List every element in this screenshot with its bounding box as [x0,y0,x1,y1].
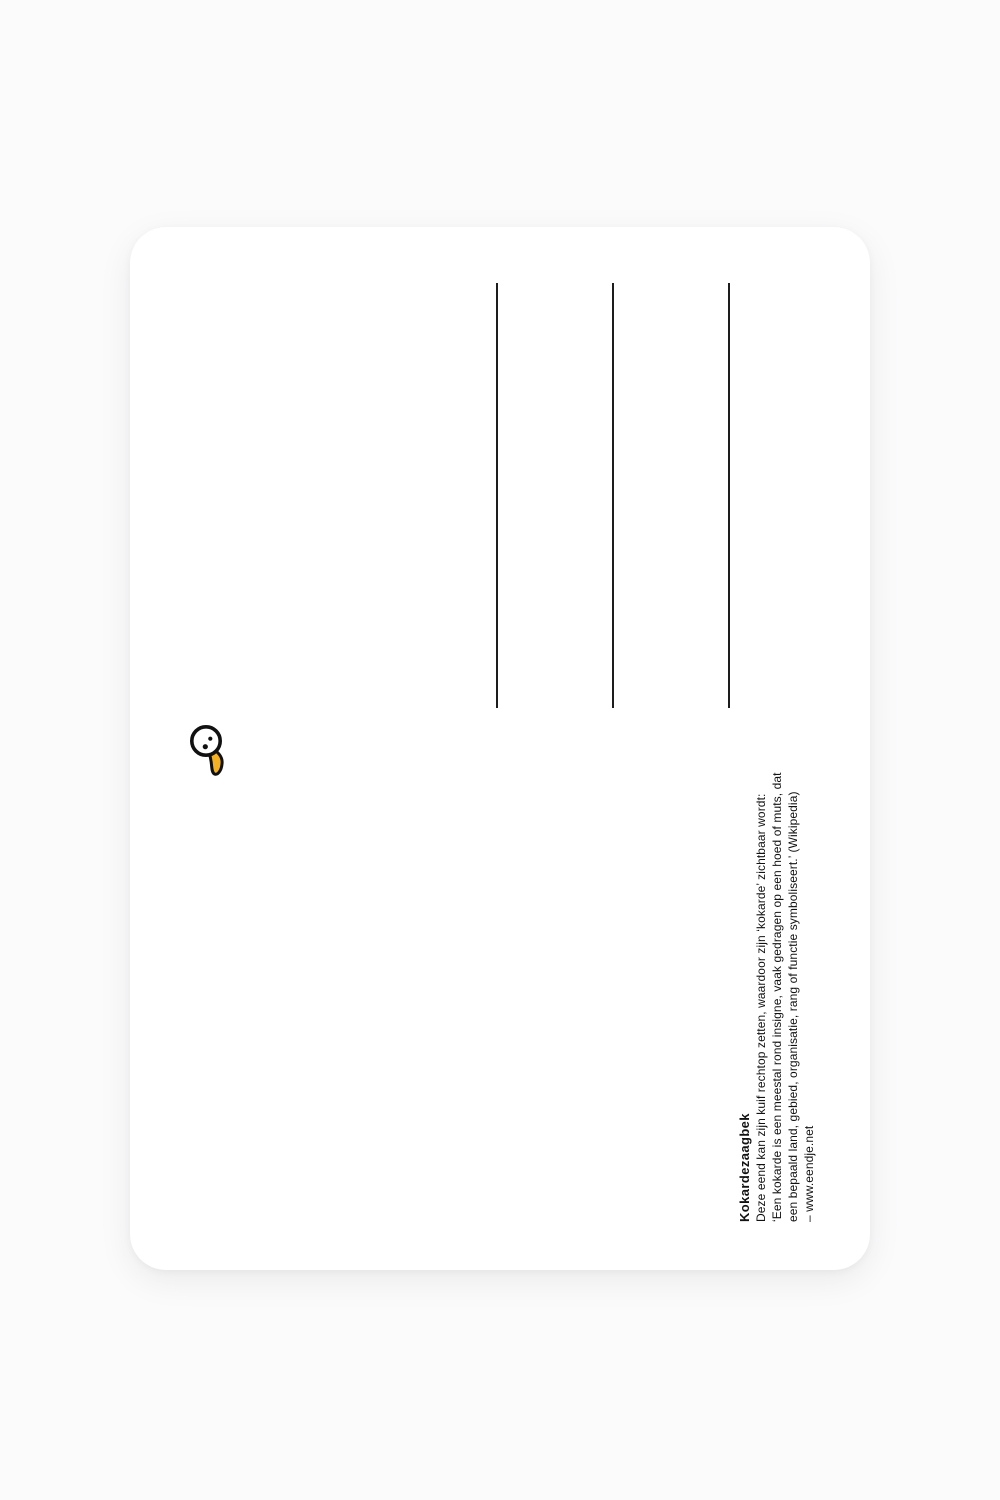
website-url: – www.eendje.net [802,1125,816,1222]
info-line-1: Deze eend kan zijn kuif rechtop zetten, waardoor zijn ‘kokarde’ zichtbaar wordt: [754,793,768,1222]
info-line-2: ‘Een kokarde is een meestal rond insigne, vaak gedragen op een hoed of muts, dat [770,772,784,1222]
duck-head-icon [176,711,246,781]
info-text-block [737,772,817,1222]
postcard-back [130,227,870,1270]
species-title: Kokardezaagbek [737,1113,752,1222]
address-line-3 [728,283,730,708]
info-line-3: een bepaald land, gebied, organisatie, rang of functie symboliseert.’ (Wikipedia) [786,791,800,1222]
address-line-1 [496,283,498,708]
address-line-2 [612,283,614,708]
